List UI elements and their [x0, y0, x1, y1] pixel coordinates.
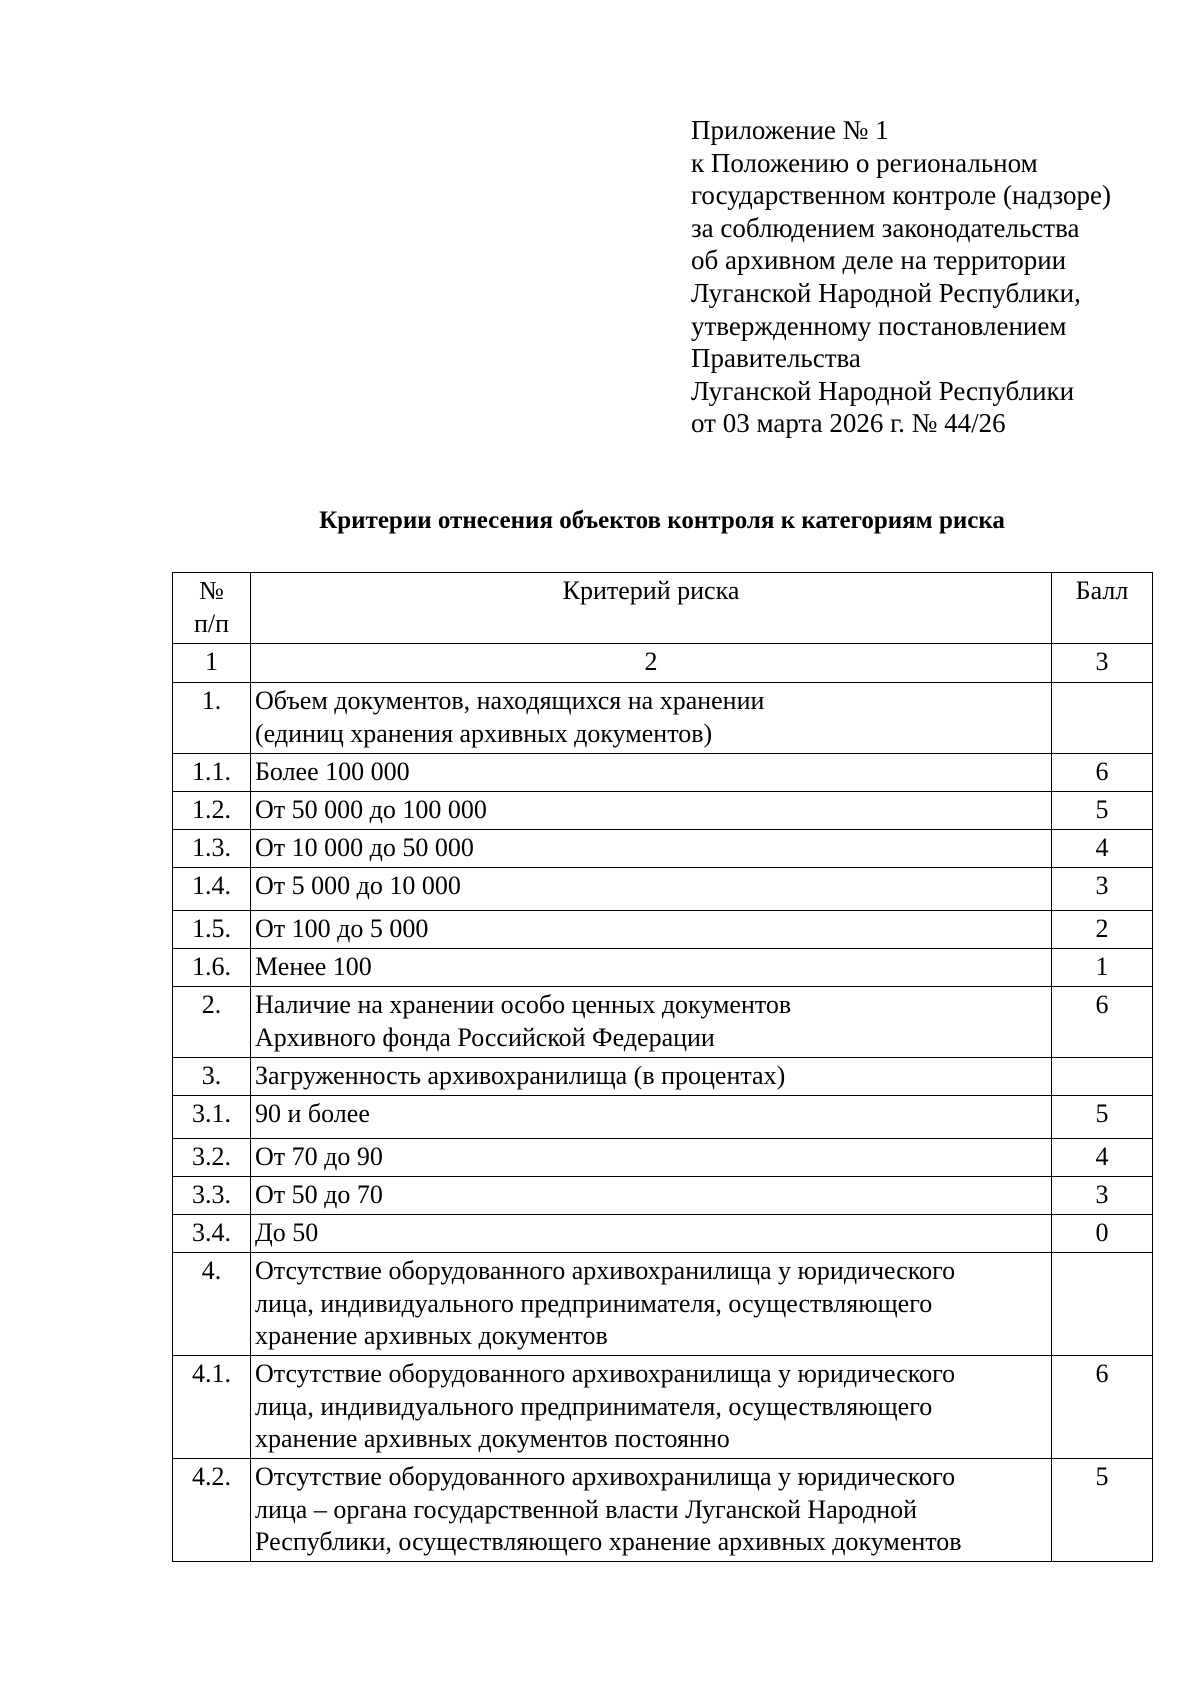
- header-num-cell: [173, 573, 251, 644]
- score-cell: 6: [1052, 754, 1153, 792]
- annex-line: утвержденному постановлением: [691, 310, 1067, 341]
- criterion-cell: [251, 754, 1052, 792]
- criterion-line: хранение архивных документов постоянно: [255, 1424, 730, 1453]
- table-row: [173, 1177, 1153, 1215]
- score-cell: [1052, 1253, 1153, 1356]
- criterion-line: До 50: [255, 1218, 319, 1247]
- table-row: [173, 754, 1153, 792]
- criterion-cell: [251, 1177, 1052, 1215]
- table-row: [173, 683, 1153, 754]
- criterion-cell: [251, 830, 1052, 868]
- row-number-cell: 1.3.: [173, 830, 251, 868]
- column-numbers-row: [173, 644, 1153, 683]
- column-number-cell: 3: [1052, 644, 1153, 683]
- table-row: [173, 911, 1153, 949]
- annex-line: к Положению о региональном: [691, 147, 1038, 178]
- criterion-cell: [251, 1058, 1052, 1096]
- annex-block: [691, 114, 1171, 440]
- row-number-cell: 1.4.: [173, 868, 251, 911]
- header-num-line: №: [199, 576, 224, 605]
- score-cell: 3: [1052, 1177, 1153, 1215]
- criterion-cell: [251, 1139, 1052, 1177]
- annex-line: Приложение № 1: [691, 115, 889, 145]
- row-number-cell: 1.: [173, 683, 251, 754]
- criterion-line: лица – органа государственной власти Луганской Народной: [255, 1494, 918, 1524]
- criterion-cell: [251, 1096, 1052, 1139]
- criterion-line: От 50 до 70: [255, 1180, 383, 1209]
- annex-line: за соблюдением законодательства: [691, 212, 1080, 243]
- criterion-line: хранение архивных документов: [255, 1321, 608, 1350]
- criterion-cell: [251, 1356, 1052, 1459]
- criterion-line: 90 и более: [255, 1099, 370, 1128]
- header-criterion-cell: Критерий риска: [251, 573, 1052, 644]
- criterion-line: Отсутствие оборудованного архивохранилища у юридического: [255, 1462, 956, 1491]
- table-row: [173, 987, 1153, 1058]
- score-cell: [1052, 1058, 1153, 1096]
- score-cell: 2: [1052, 911, 1153, 949]
- table-row: [173, 949, 1153, 987]
- table-row: [173, 1459, 1153, 1562]
- row-number-cell: 4.1.: [173, 1356, 251, 1459]
- row-number-cell: 2.: [173, 987, 251, 1058]
- criterion-cell: [251, 792, 1052, 830]
- table-row: [173, 1253, 1153, 1356]
- score-cell: 5: [1052, 792, 1153, 830]
- criterion-line: лица, индивидуального предпринимателя, осуществляющего: [255, 1288, 933, 1318]
- criterion-line: Наличие на хранении особо ценных документов: [255, 990, 792, 1019]
- row-number-cell: 3.1.: [173, 1096, 251, 1139]
- table-header-row: [173, 573, 1153, 644]
- table-row: [173, 830, 1153, 868]
- table-row: [173, 868, 1153, 911]
- criterion-cell: [251, 683, 1052, 754]
- criterion-line: Менее 100: [255, 952, 372, 981]
- column-number-cell: 2: [251, 644, 1052, 683]
- score-cell: 5: [1052, 1096, 1153, 1139]
- row-number-cell: 3.: [173, 1058, 251, 1096]
- row-number-cell: 1.5.: [173, 911, 251, 949]
- annex-line: об архивном деле на территории: [691, 245, 1067, 276]
- row-number-cell: 4.: [173, 1253, 251, 1356]
- score-cell: 6: [1052, 1356, 1153, 1459]
- table-row: [173, 792, 1153, 830]
- score-cell: 3: [1052, 868, 1153, 911]
- document-title: Критерии отнесения объектов контроля к категориям риска: [319, 507, 1005, 534]
- criterion-line: Архивного фонда Российской Федерации: [255, 1022, 715, 1052]
- annex-line: от 03 марта 2026 г. № 44/26: [691, 408, 1006, 439]
- annex-line: Луганской Народной Республики: [691, 375, 1075, 406]
- row-number-cell: 3.2.: [173, 1139, 251, 1177]
- row-number-cell: 1.6.: [173, 949, 251, 987]
- table-row: [173, 1096, 1153, 1139]
- criterion-line: От 10 000 до 50 000: [255, 833, 474, 862]
- criterion-line: (единиц хранения архивных документов): [255, 718, 713, 748]
- criterion-line: От 50 000 до 100 000: [255, 795, 487, 824]
- table-row: [173, 1139, 1153, 1177]
- criterion-line: Республики, осуществляющего хранение архивных документов: [255, 1527, 962, 1556]
- table-row: [173, 1215, 1153, 1253]
- score-cell: 6: [1052, 987, 1153, 1058]
- criterion-line: От 70 до 90: [255, 1142, 383, 1171]
- row-number-cell: 1.1.: [173, 754, 251, 792]
- score-cell: 0: [1052, 1215, 1153, 1253]
- risk-criteria-table: [172, 572, 1153, 1562]
- row-number-cell: 4.2.: [173, 1459, 251, 1562]
- row-number-cell: 3.3.: [173, 1177, 251, 1215]
- annex-line: Луганской Народной Республики,: [691, 277, 1081, 308]
- criterion-line: От 100 до 5 000: [255, 914, 429, 943]
- annex-line: Правительства: [691, 343, 861, 374]
- header-num-line: п/п: [193, 608, 230, 638]
- column-number-cell: 1: [173, 644, 251, 683]
- criterion-cell: [251, 911, 1052, 949]
- score-cell: 4: [1052, 830, 1153, 868]
- criterion-line: Объем документов, находящихся на хранении: [255, 686, 765, 715]
- criterion-cell: [251, 868, 1052, 911]
- criterion-line: Отсутствие оборудованного архивохранилища у юридического: [255, 1359, 956, 1388]
- table-row: [173, 1356, 1153, 1459]
- criterion-cell: [251, 1215, 1052, 1253]
- criterion-cell: [251, 949, 1052, 987]
- criterion-cell: [251, 1253, 1052, 1356]
- criterion-cell: [251, 987, 1052, 1058]
- table-row: [173, 1058, 1153, 1096]
- criterion-line: Отсутствие оборудованного архивохранилища у юридического: [255, 1256, 956, 1285]
- criterion-cell: [251, 1459, 1052, 1562]
- score-cell: 1: [1052, 949, 1153, 987]
- criterion-line: лица, индивидуального предпринимателя, осуществляющего: [255, 1391, 933, 1421]
- score-cell: [1052, 683, 1153, 754]
- row-number-cell: 1.2.: [173, 792, 251, 830]
- annex-line: государственном контроле (надзоре): [691, 180, 1111, 211]
- header-score-cell: Балл: [1052, 573, 1153, 644]
- criterion-line: От 5 000 до 10 000: [255, 871, 461, 900]
- row-number-cell: 3.4.: [173, 1215, 251, 1253]
- criterion-line: Загруженность архивохранилища (в процентах): [255, 1061, 786, 1090]
- criterion-line: Более 100 000: [255, 757, 410, 786]
- score-cell: 5: [1052, 1459, 1153, 1562]
- score-cell: 4: [1052, 1139, 1153, 1177]
